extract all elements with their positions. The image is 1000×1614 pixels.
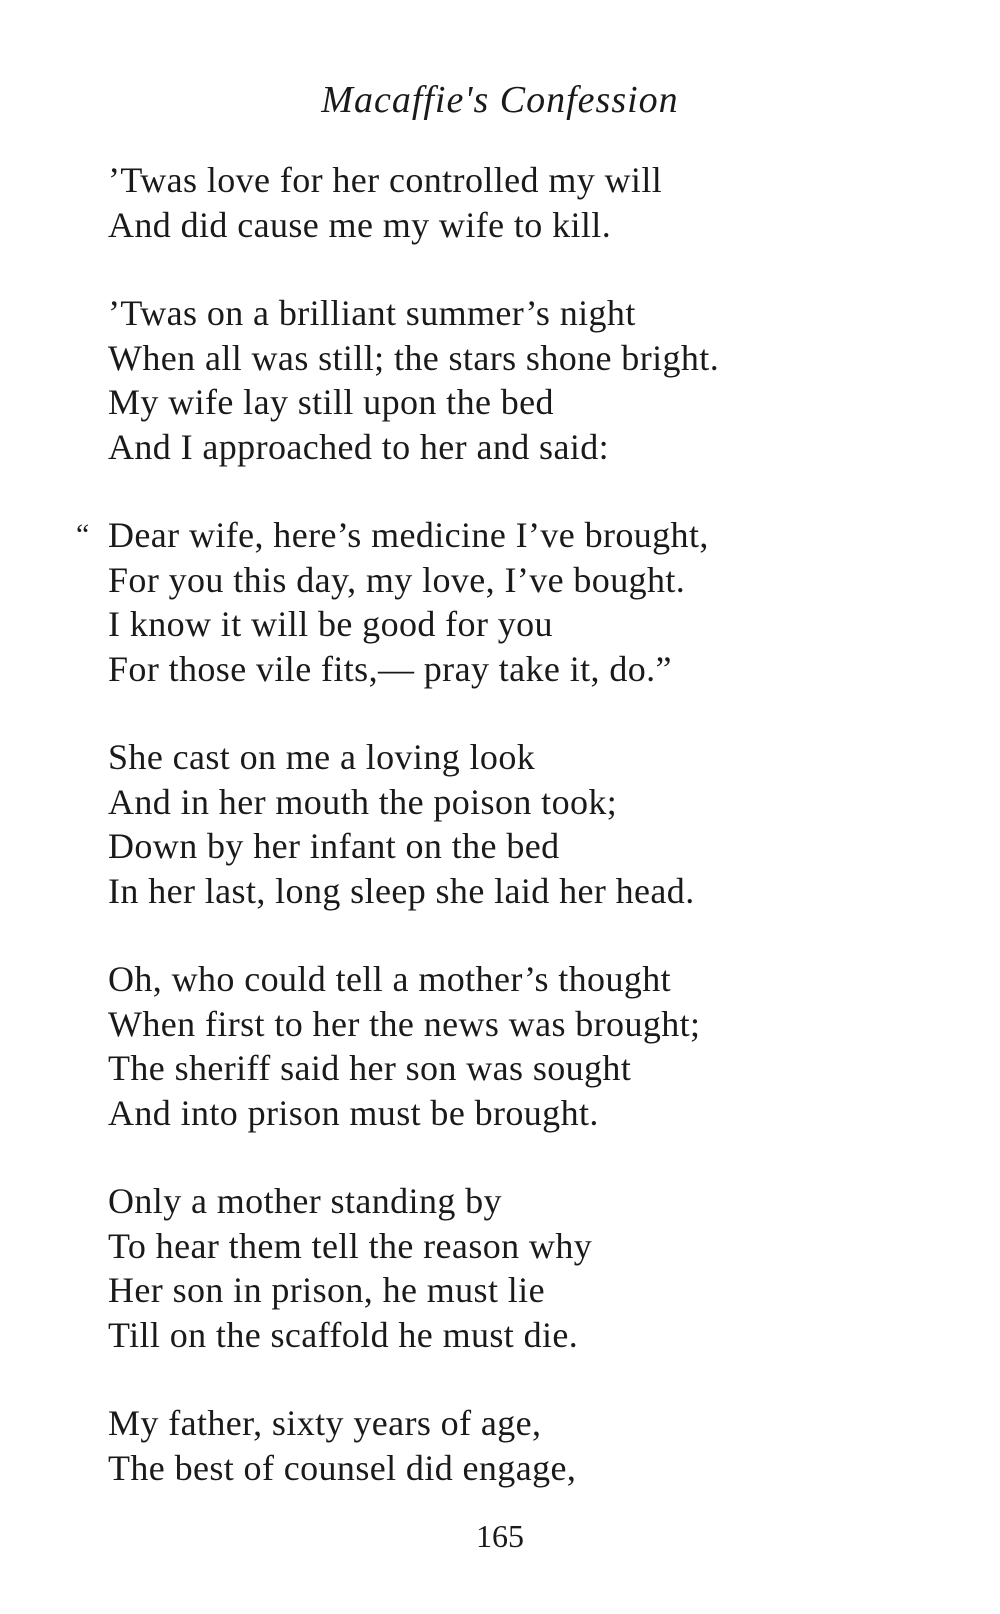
poem [76, 158, 968, 1490]
poem-line: Down by her infant on the bed [108, 826, 560, 866]
stanza [108, 291, 968, 469]
poem-line: And into prison must be brought. [108, 1092, 599, 1133]
poem-line: And I approached to her and said: [108, 426, 610, 467]
page-number: 165 [476, 1518, 524, 1554]
poem-line: I know it will be good for you [108, 604, 553, 644]
poem-line: Her son in prison, he must lie [108, 1270, 545, 1310]
poem-line: ’Twas on a brilliant summer’s night [108, 293, 636, 333]
running-head: Macaffie's Confession [321, 79, 679, 121]
opening-quotation-mark: “ [76, 518, 90, 551]
poem-line: The sheriff said her son was sought [108, 1048, 632, 1088]
poem-line: In her last, long sleep she laid her head. [108, 870, 695, 911]
poem-line: For you this day, my love, I’ve bought. [108, 559, 686, 600]
poem-line: She cast on me a loving look [108, 737, 536, 777]
poem-line: When first to her the news was brought; [108, 1003, 701, 1044]
poem-line: Till on the scaffold he must die. [108, 1314, 579, 1355]
poem-line: And in her mouth the poison took; [108, 781, 618, 822]
stanza [108, 1401, 968, 1490]
stanza [108, 158, 968, 247]
stanza [108, 1179, 968, 1357]
stanza [76, 513, 968, 691]
poem-line: When all was still; the stars shone bright. [108, 337, 720, 378]
poem-line: Dear wife, here’s medicine I’ve brought, [108, 515, 709, 555]
poem-line: To hear them tell the reason why [108, 1225, 593, 1266]
poem-line: ’Twas love for her controlled my will [108, 160, 663, 200]
poem-line: For those vile fits,— pray take it, do.” [108, 648, 672, 689]
poem-line: Only a mother standing by [108, 1181, 502, 1221]
stanza [108, 735, 968, 913]
poem-line: My father, sixty years of age, [108, 1403, 542, 1443]
stanza [108, 957, 968, 1135]
poem-line: Oh, who could tell a mother’s thought [108, 959, 672, 999]
poem-line: And did cause me my wife to kill. [108, 204, 612, 245]
poem-line: The best of counsel did engage, [108, 1447, 577, 1488]
poem-line: My wife lay still upon the bed [108, 382, 554, 422]
